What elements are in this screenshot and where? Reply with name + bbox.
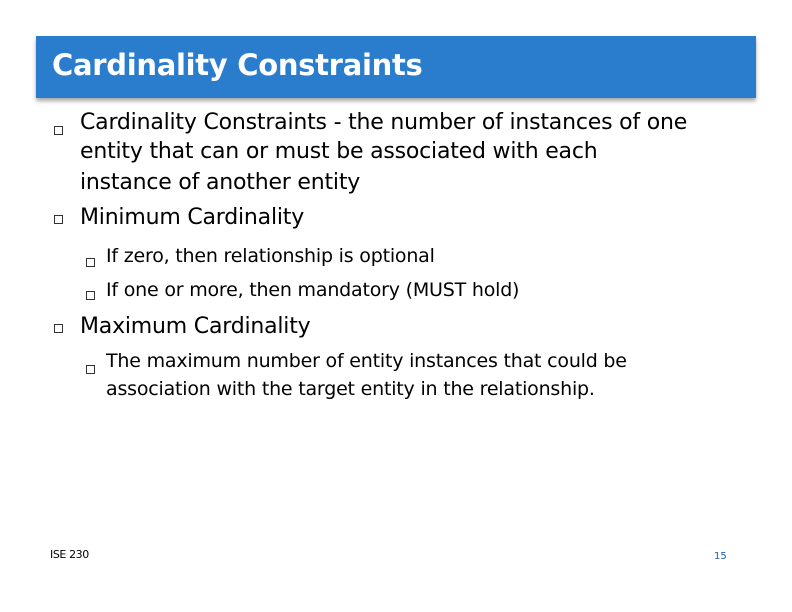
square-bullet-icon bbox=[86, 365, 95, 374]
footer-course-label: ISE 230 bbox=[50, 548, 89, 561]
page-number: 15 bbox=[714, 551, 727, 562]
bullet-line: Cardinality Constraints - the number of instances of one bbox=[80, 110, 688, 135]
bullet-line: Minimum Cardinality bbox=[80, 205, 305, 230]
square-bullet-icon bbox=[54, 215, 63, 224]
slide-title: Cardinality Constraints bbox=[52, 48, 423, 82]
square-bullet-icon bbox=[86, 291, 95, 300]
square-bullet-icon bbox=[54, 324, 63, 333]
bullet-line: instance of another entity bbox=[80, 170, 361, 195]
square-bullet-icon bbox=[54, 126, 63, 135]
sub-bullet-text: The maximum number of entity instances that could be bbox=[106, 350, 627, 372]
bullet-line: Maximum Cardinality bbox=[80, 314, 311, 339]
title-bar bbox=[36, 36, 756, 98]
square-bullet-icon bbox=[86, 258, 95, 267]
bullet-line: entity that can or must be associated with each bbox=[80, 139, 598, 164]
sub-bullet-text: association with the target entity in the relationship. bbox=[106, 378, 595, 400]
sub-bullet-text: If zero, then relationship is optional bbox=[106, 245, 435, 267]
sub-bullet-text: If one or more, then mandatory (MUST hold) bbox=[106, 279, 520, 301]
